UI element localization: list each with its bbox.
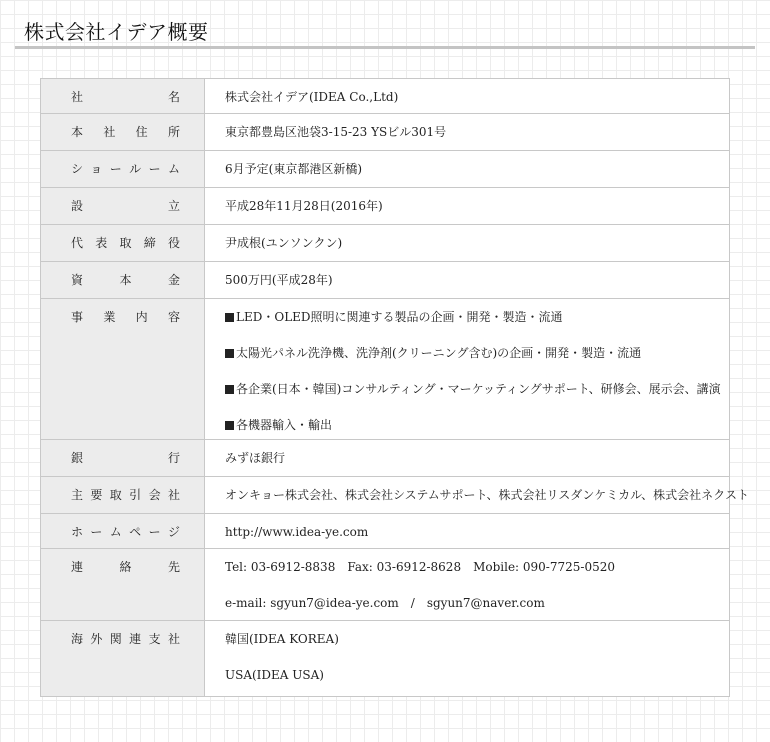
row-label: 銀 行 [71,451,180,465]
row-label-cell [41,79,205,114]
profile-row-capital [41,262,730,299]
profile-row-contact [41,549,730,621]
profile-row-showroom [41,151,730,188]
row-label-cell [41,151,205,188]
row-value-text: 株式会社イデア(IDEA Co.,Ltd) [225,90,399,104]
row-value-cell [205,262,730,299]
row-value-cell [205,79,730,114]
profile-row-bank [41,440,730,477]
profile-row-head_office [41,114,730,151]
row-label: 海 外 関 連 支 社 [71,632,180,646]
row-label-cell [41,225,205,262]
row-value-text: Tel: 03-6912-8838 Fax: 03-6912-8628 Mobile: 090-7725-0520 [225,560,615,574]
row-value [225,668,729,682]
row-value [225,488,750,502]
row-value-text: 平成28年11月28日(2016年) [225,199,383,213]
row-value [225,125,729,139]
row-value-cell [205,114,730,151]
row-label: 事 業 内 容 [71,310,180,324]
row-value [225,632,729,646]
row-value [225,236,729,250]
row-value-cell [205,151,730,188]
row-label-cell [41,549,205,621]
row-label-cell [41,114,205,151]
row-label-cell [41,188,205,225]
row-label: シ ョ ー ル ー ム [71,162,180,176]
row-value-text: みずほ銀行 [225,451,286,465]
row-value-text: 尹成根(ユンソンクン) [225,236,343,250]
row-label-cell [41,477,205,514]
row-label-cell [41,514,205,549]
row-label: 本 社 住 所 [71,125,180,139]
row-value-text: 各企業(日本・韓国)コンサルティング・マーケッティングサポート、研修会、展示会、講演 [236,382,721,396]
row-value-text: e-mail: sgyun7@idea-ye.com / sgyun7@naver.com [225,596,545,610]
profile-row-clients [41,477,730,514]
row-label: ホ ー ム ペ ー ジ [71,525,180,539]
row-value-cell [205,188,730,225]
business-item [225,382,729,396]
row-value-cell [205,549,730,621]
row-value [225,560,729,574]
row-value-text: 韓国(IDEA KOREA) [225,632,339,646]
profile-row-business [41,299,730,440]
row-label: 社 名 [71,90,180,104]
row-label-cell [41,262,205,299]
row-label: 資 本 金 [71,273,180,287]
row-label-cell [41,440,205,477]
row-value-text: 6月予定(東京都港区新橋) [225,162,362,176]
row-value-cell [205,514,730,549]
profile-row-overseas [41,621,730,697]
row-value-text: 太陽光パネル洗浄機、洗浄剤(クリーニング含む)の企画・開発・製造・流通 [236,346,642,360]
business-item [225,346,729,360]
row-value-text[interactable]: http://www.idea-ye.com [225,525,369,539]
profile-row-homepage [41,514,730,549]
square-bullet-icon [225,313,234,322]
row-value [225,162,729,176]
square-bullet-icon [225,349,234,358]
business-item [225,418,729,432]
profile-table-body [41,79,750,697]
row-value [225,273,729,287]
row-value-text: 各機器輸入・輸出 [236,418,333,432]
page-title: 株式会社イデア概要 [24,20,209,44]
row-value [225,451,729,465]
row-value-text: LED・OLED照明に関連する製品の企画・開発・製造・流通 [236,310,563,324]
profile-row-representative [41,225,730,262]
square-bullet-icon [225,421,234,430]
row-label-cell [41,299,205,440]
row-value-cell [205,225,730,262]
square-bullet-icon [225,385,234,394]
row-label-cell [41,621,205,697]
profile-row-established [41,188,730,225]
company-profile-table [40,78,750,697]
row-value-text: 500万円(平成28年) [225,273,333,287]
row-value-text: 東京都豊島区池袋3-15-23 YSビル301号 [225,125,447,139]
row-value-cell [205,440,730,477]
row-value-text: オンキョー株式会社、株式会社システムサポート、株式会社リスダンケミカル、株式会社ネクスト [225,488,750,502]
profile-row-company_name [41,79,730,114]
row-label: 主 要 取 引 会 社 [71,488,180,502]
row-value [225,199,729,213]
row-label: 連 絡 先 [71,560,180,574]
row-value-cell [205,621,730,697]
row-label: 設 立 [71,199,180,213]
row-value-text: USA(IDEA USA) [225,668,324,682]
row-value [225,90,729,104]
row-value [225,596,729,610]
row-value-cell [205,477,750,514]
row-value [225,525,729,539]
title-divider [15,46,755,49]
row-label: 代 表 取 締 役 [71,236,180,250]
business-item [225,310,729,324]
row-value-cell [205,299,730,440]
